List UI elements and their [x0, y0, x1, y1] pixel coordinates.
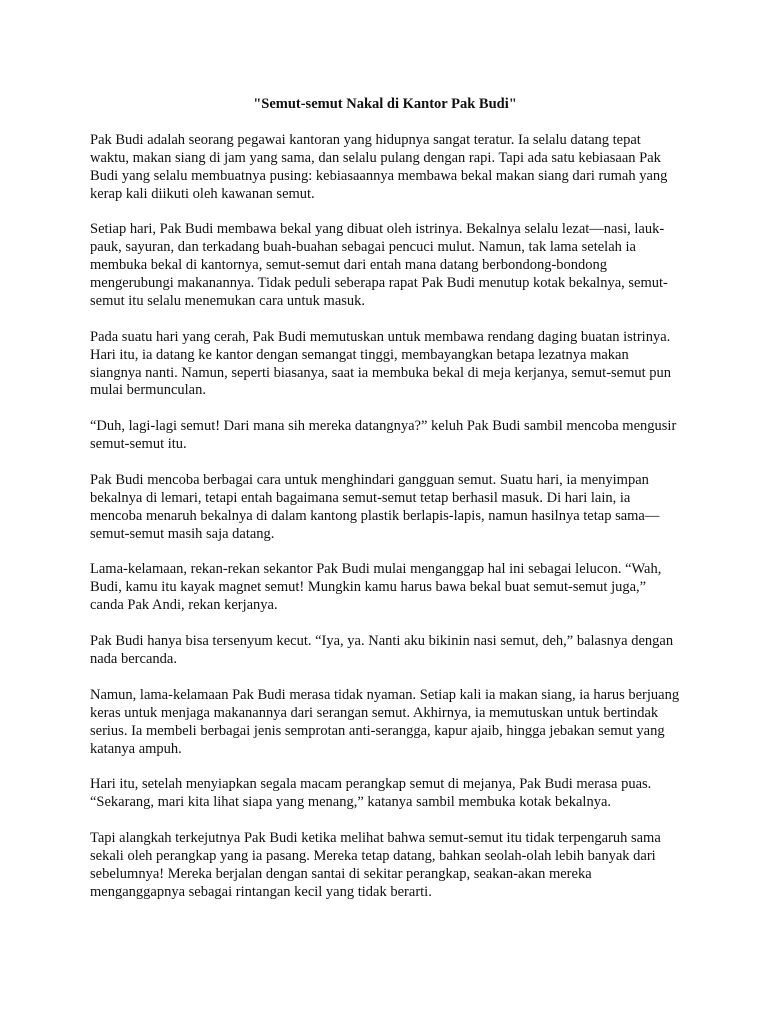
paragraph: Hari itu, setelah menyiapkan segala macam perangkap semut di mejanya, Pak Budi merasa puas. “Sekarang, mari kita lihat siapa yang menang,” katanya sambil membuka kotak bekalnya.: [90, 776, 652, 811]
document-page: [90, 96, 680, 920]
paragraph: Pak Budi mencoba berbagai cara untuk menghindari gangguan semut. Suatu hari, ia menyimpan bekalnya di lemari, tetapi entah bagaimana semut-semut tetap berhasil masuk. Di hari lain, ia mencoba menaruh bekalnya di dalam kantong plastik berlapis-lapis, namun hasilnya tetap sama—semut-semut masih saja datang.: [90, 471, 660, 542]
paragraph: Lama-kelamaan, rekan-rekan sekantor Pak Budi mulai menganggap hal ini sebagai lelucon. “Wah, Budi, kamu itu kayak magnet semut! Mungkin kamu harus bawa bekal buat semut-semut juga,” canda Pak Andi, rekan kerjanya.: [90, 561, 662, 614]
paragraph: Pada suatu hari yang cerah, Pak Budi memutuskan untuk membawa rendang daging buatan istrinya. Hari itu, ia datang ke kantor dengan semangat tinggi, membayangkan betapa lezatnya makan siangnya nanti. Namun, seperti biasanya, saat ia membuka bekal di meja kerjanya, semut-semut pun mulai bermunculan.: [90, 328, 672, 399]
paragraph: Pak Budi hanya bisa tersenyum kecut. “Iya, ya. Nanti aku bikinin nasi semut, deh,” balasnya dengan nada bercanda.: [90, 633, 674, 667]
paragraph: Pak Budi adalah seorang pegawai kantoran yang hidupnya sangat teratur. Ia selalu datang tepat waktu, makan siang di jam yang sama, dan selalu pulang dengan rapi. Tapi ada satu kebiasaan Pak Budi yang selalu membuatnya pusing: kebiasaannya membawa bekal makan siang dari rumah yang kerap kali diikuti oleh kawanan semut.: [90, 131, 668, 202]
paragraph: Setiap hari, Pak Budi membawa bekal yang dibuat oleh istrinya. Bekalnya selalu lezat—nasi, lauk-pauk, sayuran, dan terkadang buah-buahan sebagai pencuci mulut. Namun, tak lama setelah ia membuka bekal di kantornya, semut-semut dari entah mana datang berbondong-bondong mengerubungi makanannya. Tidak peduli seberapa rapat Pak Budi menutup kotak bekalnya, semut-semut itu selalu menemukan cara untuk masuk.: [90, 221, 668, 309]
paragraph: Tapi alangkah terkejutnya Pak Budi ketika melihat bahwa semut-semut itu tidak terpengaruh sama sekali oleh perangkap yang ia pasang. Mereka tetap datang, bahkan seolah-olah lebih banyak dari sebelumnya! Mereka berjalan dengan santai di sekitar perangkap, seakan-akan mereka menganggapnya sebagai rintangan kecil yang tidak berarti.: [90, 830, 661, 900]
paragraph: Namun, lama-kelamaan Pak Budi merasa tidak nyaman. Setiap kali ia makan siang, ia harus berjuang keras untuk menjaga makanannya dari serangan semut. Akhirnya, ia memutuskan untuk bertindak serius. Ia membeli berbagai jenis semprotan anti-serangga, kapur ajaib, hingga jebakan semut yang katanya ampuh.: [90, 686, 680, 757]
paragraph: “Duh, lagi-lagi semut! Dari mana sih mereka datangnya?” keluh Pak Budi sambil mencoba mengusir semut-semut itu.: [90, 418, 677, 453]
story-title: "Semut-semut Nakal di Kantor Pak Budi": [253, 96, 517, 112]
